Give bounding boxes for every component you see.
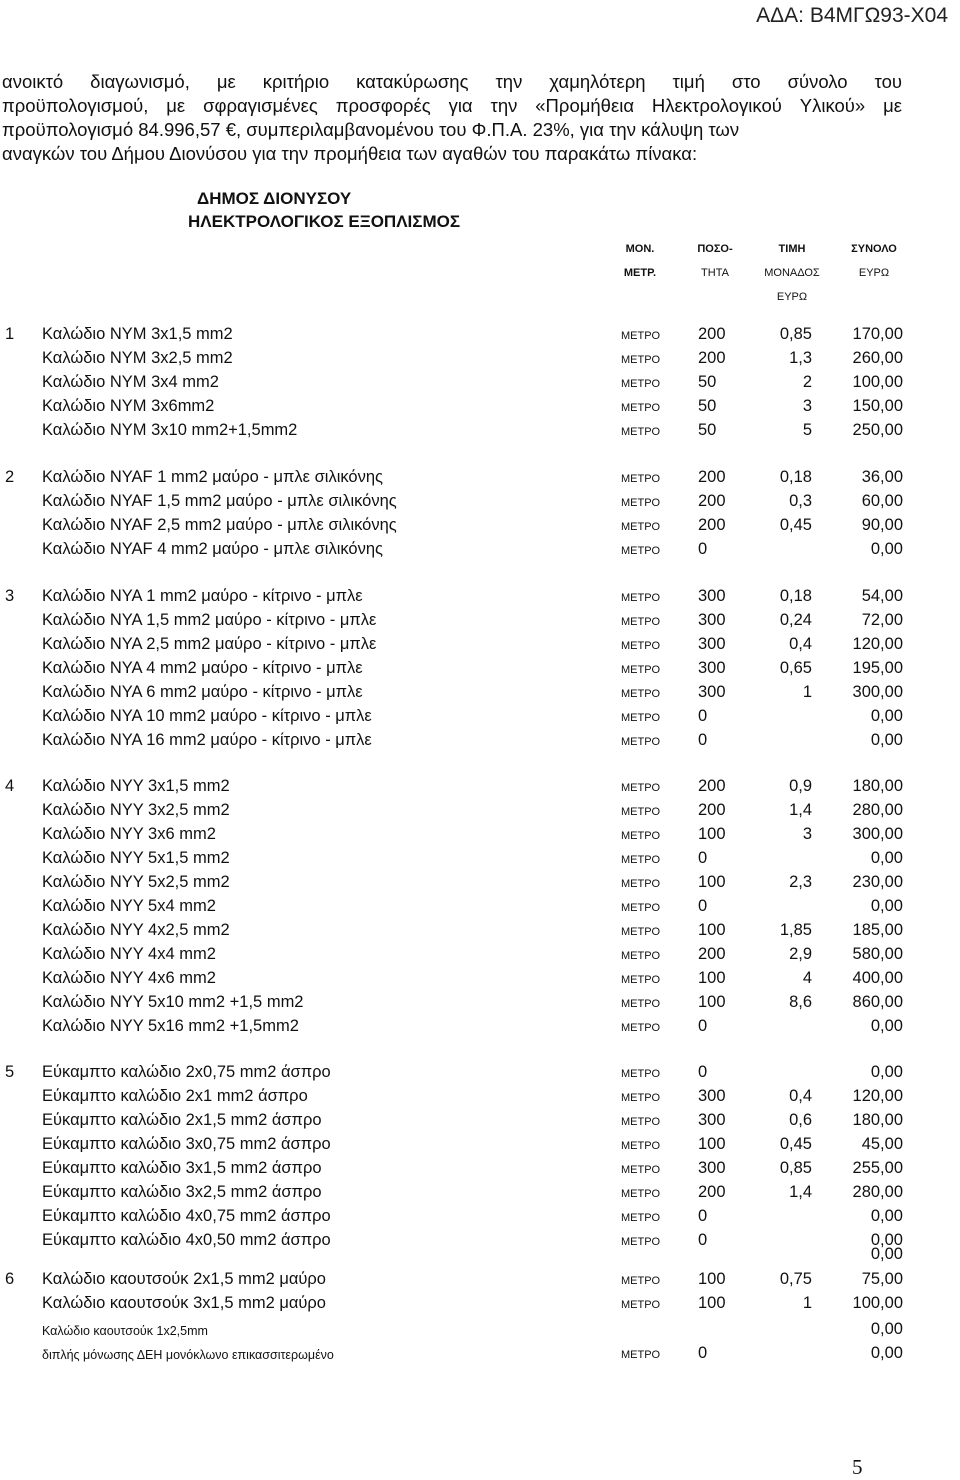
cell-unit: ΜΕΤΡΟ [621,1068,661,1080]
intro-word: ανοικτό [2,71,64,92]
cell-unit: ΜΕΤΡΟ [621,521,661,533]
cell-desc: Καλώδιο ΝΥΥ 3x2,5 mm2 [42,801,230,819]
cell-qty: 300 [698,659,726,677]
cell-unit: ΜΕΤΡΟ [621,974,661,986]
cell-num: 2 [5,468,15,486]
cell-qty: 200 [698,1183,726,1201]
cell-qty: 300 [698,635,726,653]
cell-total: 60,00 [861,492,903,510]
cell-total: 300,00 [852,683,903,701]
cell-total: 36,00 [861,468,903,486]
cell-total: 280,00 [852,801,903,819]
cell-price: 0,3 [789,492,812,510]
cell-price: 3 [802,397,812,415]
table-row [0,587,960,610]
cell-price: 1,4 [789,801,812,819]
cell-unit: ΜΕΤΡΟ [621,1212,661,1224]
cell-desc: Εύκαμπτο καλώδιο 3x1,5 mm2 άσπρο [42,1159,322,1177]
cell-unit: ΜΕΤΡΟ [621,806,661,818]
cell-qty: 0 [698,849,708,867]
cell-desc: Καλώδιο ΝΥΑ 6 mm2 μαύρο - κίτρινο - μπλε [42,683,363,701]
cell-num: 1 [5,325,15,343]
cell-total: 230,00 [852,873,903,891]
table-row [0,1183,960,1206]
intro-word: κατακύρωσης [356,71,469,92]
cell-price: 4 [802,969,812,987]
cell-total: 90,00 [861,516,903,534]
cell-price: 0,18 [779,468,812,486]
cell-desc: Καλώδιο NYAF 4 mm2 μαύρο - μπλε σιλικόνης [42,540,383,558]
table-row [0,993,960,1016]
intro-word: με [883,95,902,116]
cell-desc: Καλώδιο ΝΥΜ 3x1,5 mm2 [42,325,233,343]
cell-price: 0,4 [789,635,812,653]
cell-total: 45,00 [861,1135,903,1153]
cell-qty: 100 [698,825,726,843]
cell-qty: 300 [698,1111,726,1129]
table-row [0,1245,960,1268]
cell-desc: Καλώδιο ΝΥΜ 3x2,5 mm2 [42,349,233,367]
cell-desc: Καλώδιο ΝΥΑ 1 mm2 μαύρο - κίτρινο - μπλε [42,587,363,605]
cell-total: 0,00 [870,1344,903,1362]
cell-total: 0,00 [870,707,903,725]
cell-desc: Καλώδιο NYAF 2,5 mm2 μαύρο - μπλε σιλικόνης [42,516,397,534]
cell-total: 400,00 [852,969,903,987]
cell-price: 0,85 [779,1159,812,1177]
intro-word: την [495,71,523,92]
table-row [0,397,960,420]
table-row [0,349,960,372]
cell-total: 0,00 [870,1207,903,1225]
cell-qty: 300 [698,587,726,605]
cell-price: 0,45 [779,516,812,534]
cell-desc: Καλώδιο NYAF 1,5 mm2 μαύρο - μπλε σιλικόνης [42,492,397,510]
page-number: 5 [852,1455,863,1479]
cell-price: 0,85 [779,325,812,343]
cell-total: 300,00 [852,825,903,843]
cell-unit: ΜΕΤΡΟ [621,854,661,866]
cell-qty: 300 [698,1087,726,1105]
intro-word: χαμηλότερη [549,71,646,92]
table-row [0,659,960,682]
cell-price: 0,4 [789,1087,812,1105]
cell-total: 180,00 [852,777,903,795]
table-row [0,1017,960,1040]
table-row [0,421,960,444]
cell-unit: ΜΕΤΡΟ [621,782,661,794]
intro-word: τιμή [672,71,705,92]
cell-unit: ΜΕΤΡΟ [621,1349,661,1361]
table-row [0,707,960,730]
intro-word: Υλικού» [799,95,866,116]
cell-total: 580,00 [852,945,903,963]
cell-qty: 50 [698,421,717,439]
cell-unit: ΜΕΤΡΟ [621,1140,661,1152]
cell-unit: ΜΕΤΡΟ [621,1164,661,1176]
cell-total: 0,00 [870,1245,903,1263]
cell-desc: Εύκαμπτο καλώδιο 3x2,5 mm2 άσπρο [42,1183,322,1201]
cell-num: 3 [5,587,15,605]
cell-qty: 200 [698,516,726,534]
cell-unit: ΜΕΤΡΟ [621,592,661,604]
intro-word: προϋπολογισμό 84.996,57 €, συμπεριλαμβανομένου του Φ.Π.Α. 23%, για την κάλυψη των [2,119,740,140]
cell-qty: 200 [698,349,726,367]
cell-desc: Καλώδιο ΝΥΥ 4x6 mm2 [42,969,216,987]
cell-unit: ΜΕΤΡΟ [621,1092,661,1104]
header-total-line2: ΕΥΡΩ [858,267,890,279]
table-row [0,801,960,824]
cell-desc: Καλώδιο ΝΥΥ 5x1,5 mm2 [42,849,230,867]
table-row [0,825,960,848]
cell-desc: Καλώδιο καουτσούκ 1x2,5mm [42,1324,208,1338]
cell-unit: ΜΕΤΡΟ [621,545,661,557]
intro-word: την [490,95,518,116]
cell-price: 1,3 [789,349,812,367]
cell-num: 6 [5,1270,15,1288]
intro-word: για [448,95,473,116]
cell-qty: 0 [698,1017,708,1035]
table-row [0,492,960,515]
cell-desc: διπλής μόνωσης ΔΕΗ μονόκλωνο επικασσιτερωμένο [42,1348,334,1362]
table-row [0,921,960,944]
cell-price: 0,75 [779,1270,812,1288]
cell-total: 0,00 [870,1231,903,1249]
cell-desc: Καλώδιο ΝΥΥ 5x16 mm2 +1,5mm2 [42,1017,299,1035]
intro-word: κριτήριο [262,71,330,92]
cell-desc: Καλώδιο ΝΥΥ 5x2,5 mm2 [42,873,230,891]
cell-unit: ΜΕΤΡΟ [621,378,661,390]
table-row [0,611,960,634]
cell-price: 1 [802,683,812,701]
cell-desc: Καλώδιο ΝΥΥ 4x4 mm2 [42,945,216,963]
table-row [0,1207,960,1230]
cell-total: 150,00 [852,397,903,415]
header-qty-line2: ΤΗΤΑ [701,267,729,279]
cell-desc: Εύκαμπτο καλώδιο 4x0,50 mm2 άσπρο [42,1231,331,1249]
cell-desc: Καλώδιο ΝΥΑ 16 mm2 μαύρο - κίτρινο - μπλε [42,731,372,749]
header-total-line1: ΣΥΝΟΛΟ [851,243,897,255]
intro-word: προϋπολογισμού, [2,95,149,116]
cell-qty: 300 [698,1159,726,1177]
table-row [0,1294,960,1317]
cell-desc: Εύκαμπτο καλώδιο 2x0,75 mm2 άσπρο [42,1063,331,1081]
cell-total: 260,00 [852,349,903,367]
cell-desc: Εύκαμπτο καλώδιο 3x0,75 mm2 άσπρο [42,1135,331,1153]
cell-desc: Καλώδιο ΝΥΥ 5x4 mm2 [42,897,216,915]
cell-qty: 100 [698,969,726,987]
cell-qty: 0 [698,707,708,725]
cell-desc: Καλώδιο καουτσούκ 2x1,5 mm2 μαύρο [42,1270,326,1288]
header-qty-line1: ΠΟΣΟ- [697,243,733,255]
cell-unit: ΜΕΤΡΟ [621,926,661,938]
cell-unit: ΜΕΤΡΟ [621,950,661,962]
cell-unit: ΜΕΤΡΟ [621,1116,661,1128]
table-row [0,945,960,968]
header-unit-line1: ΜΟΝ. [625,243,655,255]
header-price-line3: ΕΥΡΩ [776,291,808,303]
cell-total: 0,00 [870,1320,903,1338]
cell-qty: 300 [698,611,726,629]
cell-unit: ΜΕΤΡΟ [621,736,661,748]
cell-unit: ΜΕΤΡΟ [621,830,661,842]
cell-price: 0,6 [789,1111,812,1129]
table-row [0,731,960,754]
cell-qty: 100 [698,921,726,939]
cell-qty: 200 [698,492,726,510]
table-row [0,468,960,491]
intro-word: Ηλεκτρολογικού [651,95,782,116]
cell-total: 54,00 [861,587,903,605]
cell-desc: Καλώδιο ΝΥΑ 2,5 mm2 μαύρο - κίτρινο - μπλε [42,635,377,653]
cell-unit: ΜΕΤΡΟ [621,330,661,342]
cell-price: 1 [802,1294,812,1312]
cell-total: 255,00 [852,1159,903,1177]
table-row [0,683,960,706]
cell-desc: Καλώδιο ΝΥΜ 3x10 mm2+1,5mm2 [42,421,298,439]
cell-unit: ΜΕΤΡΟ [621,1275,661,1287]
cell-price: 2 [802,373,812,391]
cell-desc: Εύκαμπτο καλώδιο 4x0,75 mm2 άσπρο [42,1207,331,1225]
intro-word: σύνολο [787,71,848,92]
cell-total: 280,00 [852,1183,903,1201]
cell-total: 0,00 [870,897,903,915]
table-row [0,897,960,920]
cell-unit: ΜΕΤΡΟ [621,1299,661,1311]
cell-qty: 50 [698,397,717,415]
cell-qty: 0 [698,731,708,749]
intro-word: με [166,95,186,116]
cell-unit: ΜΕΤΡΟ [621,878,661,890]
cell-total: 120,00 [852,635,903,653]
table-row [0,969,960,992]
cell-price: 0,9 [789,777,812,795]
cell-total: 100,00 [852,373,903,391]
intro-word: διαγωνισμό, [90,71,190,92]
table-row [0,1344,960,1367]
cell-qty: 200 [698,945,726,963]
table-row [0,373,960,396]
cell-qty: 100 [698,1135,726,1153]
cell-unit: ΜΕΤΡΟ [621,664,661,676]
cell-unit: ΜΕΤΡΟ [621,1236,661,1248]
cell-desc: Καλώδιο ΝΥΥ 5x10 mm2 +1,5 mm2 [42,993,304,1011]
cell-total: 72,00 [861,611,903,629]
intro-word: στο [731,71,761,92]
table-row [0,540,960,563]
cell-total: 120,00 [852,1087,903,1105]
cell-num: 5 [5,1063,15,1081]
intro-word: με [216,71,236,92]
cell-total: 170,00 [852,325,903,343]
cell-desc: Καλώδιο ΝΥΑ 1,5 mm2 μαύρο - κίτρινο - μπλε [42,611,377,629]
intro-word: προσφορές [335,95,431,116]
cell-desc: Καλώδιο ΝΥΑ 10 mm2 μαύρο - κίτρινο - μπλε [42,707,372,725]
cell-total: 0,00 [870,731,903,749]
header-price-line1: ΤΙΜΗ [778,243,806,255]
cell-qty: 0 [698,1231,708,1249]
cell-qty: 100 [698,873,726,891]
cell-price: 0,45 [779,1135,812,1153]
cell-unit: ΜΕΤΡΟ [621,688,661,700]
table-row [0,1111,960,1134]
cell-total: 0,00 [870,1017,903,1035]
table-row [0,1087,960,1110]
table-row [0,516,960,539]
cell-unit: ΜΕΤΡΟ [621,473,661,485]
cell-desc: Καλώδιο NYAF 1 mm2 μαύρο - μπλε σιλικόνης [42,468,383,486]
intro-word: «Προμήθεια [535,95,635,116]
cell-num: 4 [5,777,15,795]
cell-price: 3 [802,825,812,843]
intro-word: σφραγισμένες [203,95,318,116]
cell-total: 100,00 [852,1294,903,1312]
cell-price: 5 [802,421,812,439]
cell-qty: 100 [698,993,726,1011]
cell-desc: Καλώδιο ΝΥΜ 3x6mm2 [42,397,215,415]
cell-price: 2,3 [789,873,812,891]
cell-unit: ΜΕΤΡΟ [621,402,661,414]
header-unit-line2: ΜΕΤΡ. [623,267,657,279]
cell-price: 8,6 [789,993,812,1011]
table-row [0,873,960,896]
cell-qty: 0 [698,540,708,558]
intro-word: αναγκών του Δήμου Διονύσου για την προμήθεια των αγαθών του παρακάτω πίνακα: [2,143,698,164]
cell-unit: ΜΕΤΡΟ [621,902,661,914]
table-row [0,1135,960,1158]
cell-price: 1,85 [779,921,812,939]
cell-qty: 200 [698,801,726,819]
cell-total: 0,00 [870,1063,903,1081]
cell-unit: ΜΕΤΡΟ [621,712,661,724]
table-row [0,325,960,348]
ada-code: ΑΔΑ: Β4ΜΓΩ93-Χ04 [756,4,948,27]
cell-qty: 200 [698,325,726,343]
cell-qty: 0 [698,1344,708,1362]
cell-qty: 200 [698,777,726,795]
cell-total: 180,00 [852,1111,903,1129]
cell-price: 0,65 [779,659,812,677]
cell-desc: Καλώδιο ΝΥΑ 4 mm2 μαύρο - κίτρινο - μπλε [42,659,363,677]
cell-desc: Καλώδιο καουτσούκ 3x1,5 mm2 μαύρο [42,1294,326,1312]
cell-unit: ΜΕΤΡΟ [621,497,661,509]
cell-unit: ΜΕΤΡΟ [621,998,661,1010]
table-row [0,1159,960,1182]
table-row [0,777,960,800]
table-row [0,1270,960,1293]
cell-qty: 100 [698,1270,726,1288]
cell-total: 185,00 [852,921,903,939]
title-municipality: ΔΗΜΟΣ ΔΙΟΝΥΣΟΥ [197,189,352,208]
cell-qty: 100 [698,1294,726,1312]
cell-price: 2,9 [789,945,812,963]
cell-total: 0,00 [870,849,903,867]
cell-unit: ΜΕΤΡΟ [621,616,661,628]
cell-unit: ΜΕΤΡΟ [621,1188,661,1200]
cell-qty: 0 [698,1207,708,1225]
table-row [0,849,960,872]
header-price-line2: ΜΟΝΑΔΟΣ [764,267,820,279]
cell-desc: Καλώδιο ΝΥΜ 3x4 mm2 [42,373,219,391]
cell-qty: 0 [698,1063,708,1081]
cell-price: 0,18 [779,587,812,605]
title-equipment: ΗΛΕΚΤΡΟΛΟΓΙΚΟΣ ΕΞΟΠΛΙΣΜΟΣ [188,212,461,231]
cell-desc: Καλώδιο ΝΥΥ 4x2,5 mm2 [42,921,230,939]
cell-price: 0,24 [779,611,812,629]
cell-total: 75,00 [861,1270,903,1288]
cell-desc: Εύκαμπτο καλώδιο 2x1,5 mm2 άσπρο [42,1111,322,1129]
cell-desc: Καλώδιο ΝΥΥ 3x6 mm2 [42,825,216,843]
cell-desc: Καλώδιο ΝΥΥ 3x1,5 mm2 [42,777,230,795]
cell-desc: Εύκαμπτο καλώδιο 2x1 mm2 άσπρο [42,1087,308,1105]
table-row [0,1320,960,1343]
cell-price: 1,4 [789,1183,812,1201]
cell-total: 195,00 [852,659,903,677]
cell-qty: 200 [698,468,726,486]
cell-unit: ΜΕΤΡΟ [621,354,661,366]
cell-total: 860,00 [852,993,903,1011]
table-row [0,1063,960,1086]
cell-total: 250,00 [852,421,903,439]
intro-word: του [874,71,902,92]
cell-qty: 0 [698,897,708,915]
cell-total: 0,00 [870,540,903,558]
table-row [0,635,960,658]
cell-qty: 50 [698,373,717,391]
cell-qty: 300 [698,683,726,701]
cell-unit: ΜΕΤΡΟ [621,426,661,438]
cell-unit: ΜΕΤΡΟ [621,1022,661,1034]
cell-unit: ΜΕΤΡΟ [621,640,661,652]
